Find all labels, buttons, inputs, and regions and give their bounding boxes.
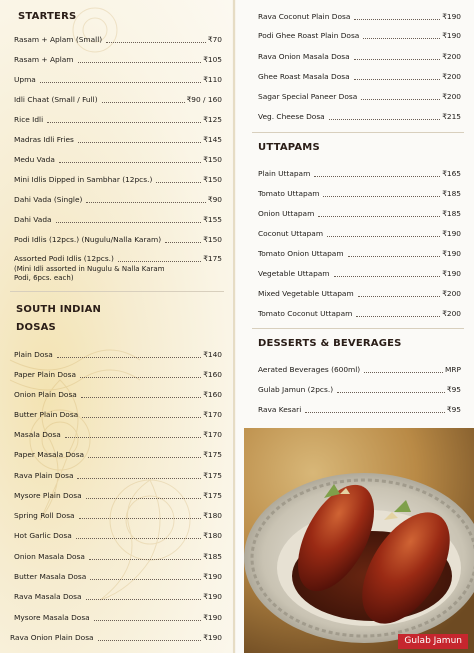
menu-item: Plain Dosa ₹140 — [14, 349, 222, 359]
section-divider — [252, 328, 464, 329]
starters-heading: STARTERS — [18, 11, 77, 22]
menu-item: Assorted Podi Idlis (12pcs.) ₹175 — [14, 253, 222, 263]
menu-item: Idli Chaat (Small / Full) ₹90 / 160 — [14, 94, 222, 104]
menu-item: Mysore Masala Dosa ₹190 — [14, 612, 222, 622]
menu-item: Coconut Uttapam ₹190 — [258, 228, 461, 238]
menu-item-note: (Mini Idli assorted in Nugulu & Nalla Karam — [14, 265, 165, 273]
left-column — [0, 0, 232, 653]
menu-item: Veg. Cheese Dosa ₹215 — [258, 111, 461, 121]
gulab-jamun-image — [244, 428, 474, 653]
menu-item: Rava Coconut Plain Dosa ₹190 — [258, 11, 461, 21]
menu-item: Upma ₹110 — [14, 74, 222, 84]
section-divider — [252, 132, 464, 133]
gulab-jamun-photo — [244, 428, 474, 653]
menu-item: Gulab Jamun (2pcs.) ₹95 — [258, 384, 461, 394]
menu-item: Ghee Roast Masala Dosa ₹200 — [258, 71, 461, 81]
photo-caption: Gulab Jamun — [398, 634, 468, 649]
menu-item: Paper Plain Dosa ₹160 — [14, 369, 222, 379]
section-divider — [10, 291, 224, 292]
menu-item: Paper Masala Dosa ₹175 — [14, 449, 222, 459]
menu-item: Mini Idlis Dipped in Sambhar (12pcs.) ₹150 — [14, 174, 222, 184]
menu-item: Dahi Vada ₹155 — [14, 214, 222, 224]
menu-item: Vegetable Uttapam ₹190 — [258, 268, 461, 278]
menu-item: Hot Garlic Dosa ₹180 — [14, 530, 222, 540]
menu-item: Onion Plain Dosa ₹160 — [14, 389, 222, 399]
menu-item: Aerated Beverages (600ml) MRP — [258, 364, 461, 374]
menu-item: Spring Roll Dosa ₹180 — [14, 510, 222, 520]
uttapams-heading: UTTAPAMS — [258, 142, 320, 153]
menu-item: Rava Plain Dosa ₹175 — [14, 470, 222, 480]
menu-item: Plain Uttapam ₹165 — [258, 168, 461, 178]
menu-item: Podi Idlis (12pcs.) (Nugulu/Nalla Karam) ₹150 — [14, 234, 222, 244]
menu-item: Tomato Onion Uttapam ₹190 — [258, 248, 461, 258]
menu-item: Onion Uttapam ₹185 — [258, 208, 461, 218]
menu-item: Rava Kesari ₹95 — [258, 404, 461, 414]
menu-item: Rava Masala Dosa ₹190 — [14, 591, 222, 601]
desserts-heading: DESSERTS & BEVERAGES — [258, 338, 402, 349]
menu-item: Rasam + Aplam ₹105 — [14, 54, 222, 64]
menu-item: Mysore Plain Dosa ₹175 — [14, 490, 222, 500]
menu-item: Mixed Vegetable Uttapam ₹200 — [258, 288, 461, 298]
menu-item: Medu Vada ₹150 — [14, 154, 222, 164]
south-indian-heading: SOUTH INDIAN — [16, 304, 102, 315]
menu-item: Rice Idli ₹125 — [14, 114, 222, 124]
menu-item: Rava Onion Plain Dosa ₹190 — [10, 632, 222, 642]
menu-item: Tomato Coconut Uttapam ₹200 — [258, 308, 461, 318]
menu-item: Masala Dosa ₹170 — [14, 429, 222, 439]
dosas-heading: DOSAS — [16, 322, 56, 333]
menu-item: Butter Masala Dosa ₹190 — [14, 571, 222, 581]
column-divider — [233, 0, 235, 653]
menu-item: Sagar Special Paneer Dosa ₹200 — [258, 91, 461, 101]
menu-item: Butter Plain Dosa ₹170 — [14, 409, 222, 419]
menu-item: Podi Ghee Roast Plain Dosa ₹190 — [258, 30, 461, 40]
menu-item: Rasam + Aplam (Small) ₹70 — [14, 34, 222, 44]
menu-item: Onion Masala Dosa ₹185 — [14, 551, 222, 561]
menu-item-note: Podi, 6pcs. each) — [14, 274, 74, 282]
menu-item: Tomato Uttapam ₹185 — [258, 188, 461, 198]
menu-item: Dahi Vada (Single) ₹90 — [14, 194, 222, 204]
menu-item: Madras Idli Fries ₹145 — [14, 134, 222, 144]
menu-item: Rava Onion Masala Dosa ₹200 — [258, 51, 461, 61]
